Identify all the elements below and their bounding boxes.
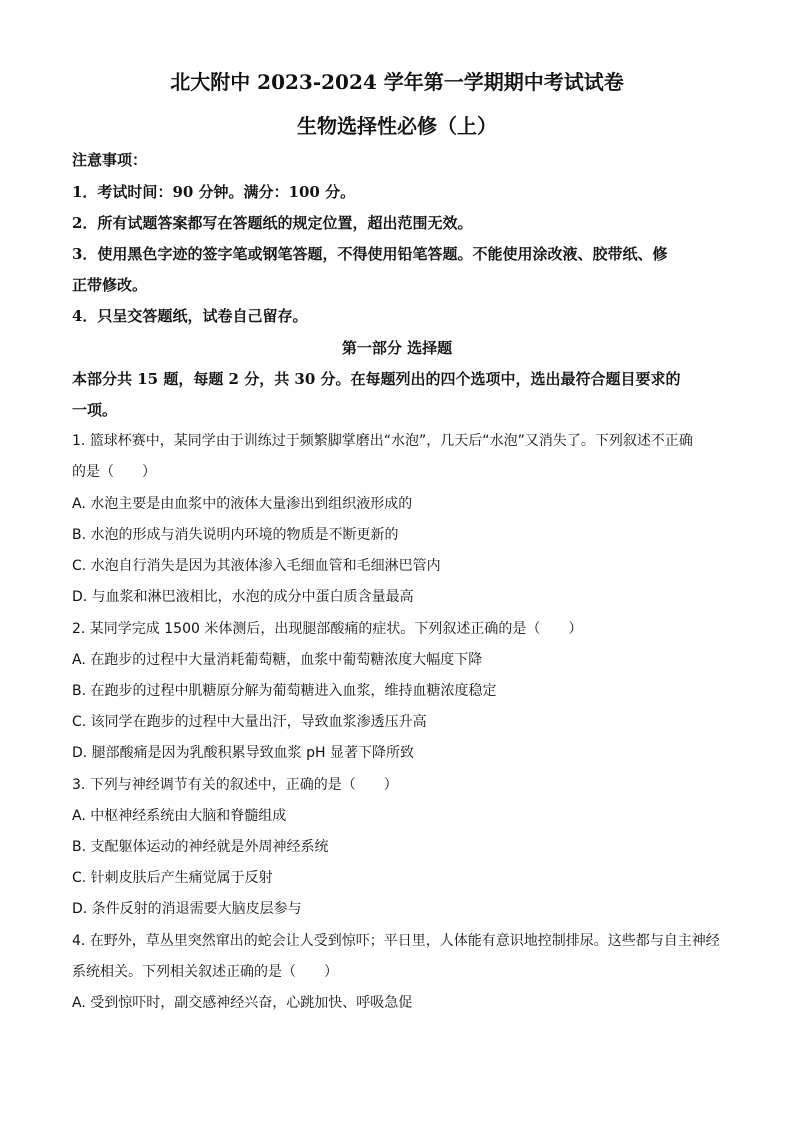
question-1-option-d: D. 与血浆和淋巴液相比，水泡的成分中蛋白质含量最高 <box>72 589 414 605</box>
question-2-option-a: A. 在跑步的过程中大量消耗葡萄糖，血浆中葡萄糖浓度大幅度下降 <box>72 652 483 668</box>
notice-item: 4．只呈交答题纸，试卷自己留存。 <box>72 307 308 325</box>
question-1-option-b: B. 水泡的形成与消失说明内环境的物质是不断更新的 <box>72 527 399 543</box>
question-2-option-b: B. 在跑步的过程中肌糖原分解为葡萄糖进入血浆，维持血糖浓度稳定 <box>72 683 497 699</box>
notice-item: 3．使用黑色字迹的签字笔或钢笔答题，不得使用铅笔答题。不能使用涂改液、胶带纸、修 <box>72 245 668 263</box>
page-subtitle: 生物选择性必修（上） <box>297 114 497 138</box>
question-3-option-d: D. 条件反射的消退需要大脑皮层参与 <box>72 901 302 917</box>
question-2-option-d: D. 腿部酸痛是因为乳酸积累导致血浆 pH 显著下降所致 <box>72 745 414 761</box>
question-1-stem: 的是（ ） <box>72 464 156 480</box>
question-3-option-a: A. 中枢神经系统由大脑和脊髓组成 <box>72 808 287 824</box>
section-intro: 一项。 <box>72 401 118 419</box>
notice-item: 1．考试时间：90 分钟。满分：100 分。 <box>72 183 356 201</box>
question-3-option-b: B. 支配躯体运动的神经就是外周神经系统 <box>72 839 329 855</box>
section-intro: 本部分共 15 题，每题 2 分，共 30 分。在每题列出的四个选项中，选出最符合题目要求的 <box>72 370 681 388</box>
question-3-stem: 3. 下列与神经调节有关的叙述中，正确的是（ ） <box>72 777 398 793</box>
notice-item: 2．所有试题答案都写在答题纸的规定位置，超出范围无效。 <box>72 214 473 232</box>
page-title: 北大附中 2023-2024 学年第一学期期中考试试卷 <box>170 70 624 94</box>
question-3-option-c: C. 针刺皮肤后产生痛觉属于反射 <box>72 870 273 886</box>
notice-heading: 注意事项： <box>72 151 148 169</box>
question-4-option-a: A. 受到惊吓时，副交感神经兴奋，心跳加快、呼吸急促 <box>72 995 413 1011</box>
question-4-stem: 系统相关。下列相关叙述正确的是（ ） <box>72 964 338 980</box>
question-1-option-a: A. 水泡主要是由血浆中的液体大量渗出到组织液形成的 <box>72 496 413 512</box>
question-1-stem: 1. 篮球杯赛中，某同学由于训练过于频繁脚掌磨出“水泡”，几天后“水泡”又消失了。下列叙述不正确 <box>72 433 693 449</box>
notice-item: 正带修改。 <box>72 276 148 294</box>
question-4-stem: 4. 在野外，草丛里突然窜出的蛇会让人受到惊吓；平日里，人体能有意识地控制排尿。这些都与自主神经 <box>72 933 720 949</box>
question-2-stem: 2. 某同学完成 1500 米体测后，出现腿部酸痛的症状。下列叙述正确的是（ ） <box>72 621 583 637</box>
question-2-option-c: C. 该同学在跑步的过程中大量出汗，导致血浆渗透压升高 <box>72 714 427 730</box>
question-1-option-c: C. 水泡自行消失是因为其液体渗入毛细血管和毛细淋巴管内 <box>72 558 441 574</box>
section-title: 第一部分 选择题 <box>341 339 453 357</box>
